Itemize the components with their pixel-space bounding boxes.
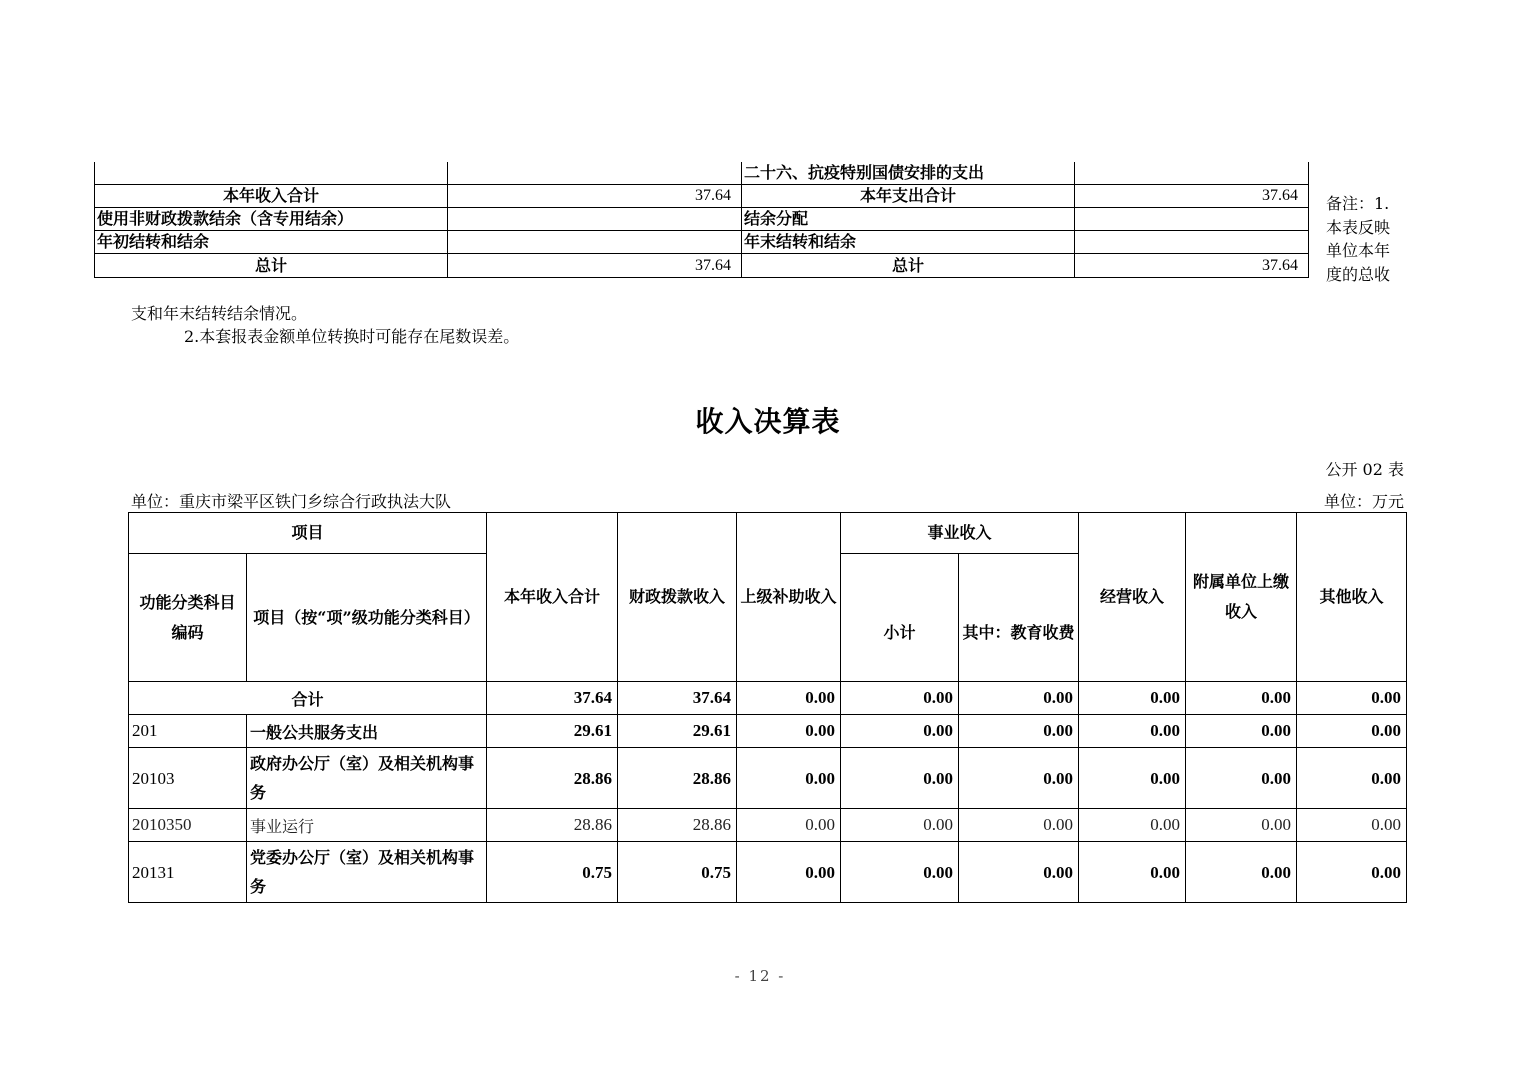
cell-superior: 0.00 <box>737 715 841 748</box>
summary-right-label: 二十六、抗疫特别国债安排的支出 <box>742 162 1075 185</box>
cell-name: 事业运行 <box>247 809 487 842</box>
header-subtotal: 小计 <box>841 554 959 682</box>
summary-left-value <box>448 231 742 254</box>
header-project: 项目 <box>129 513 487 554</box>
cell-total: 28.86 <box>487 809 618 842</box>
summary-right-value: 37.64 <box>1075 254 1309 278</box>
cell-other: 0.00 <box>1297 715 1407 748</box>
cell-total: 28.86 <box>487 748 618 809</box>
summary-right-label: 年末结转和结余 <box>742 231 1075 254</box>
cell-affiliated: 0.00 <box>1186 682 1297 715</box>
cell-affiliated: 0.00 <box>1186 809 1297 842</box>
cell-operating: 0.00 <box>1079 842 1186 903</box>
summary-left-label: 年初结转和结余 <box>95 231 448 254</box>
cell-superior: 0.00 <box>737 842 841 903</box>
table-row <box>129 842 1407 903</box>
table-row <box>129 748 1407 809</box>
summary-left-label <box>95 162 448 185</box>
cell-fiscal: 0.75 <box>618 842 737 903</box>
summary-right-value: 37.64 <box>1075 185 1309 208</box>
summary-left-value <box>448 162 742 185</box>
report-title: 收入决算表 <box>695 405 841 438</box>
header-total: 本年收入合计 <box>487 513 618 682</box>
summary-left-value <box>448 208 742 231</box>
header-career: 事业收入 <box>841 513 1079 554</box>
header-affiliated: 附属单位上缴收入 <box>1186 513 1297 682</box>
cell-operating: 0.00 <box>1079 715 1186 748</box>
cell-name: 党委办公厅（室）及相关机构事务 <box>247 842 487 903</box>
cell-fiscal: 28.86 <box>618 809 737 842</box>
summary-row <box>95 231 1309 254</box>
cell-education: 0.00 <box>959 715 1079 748</box>
sum-label: 合计 <box>129 682 487 715</box>
cell-total: 0.75 <box>487 842 618 903</box>
table-number: 公开 02 表 <box>1325 460 1404 479</box>
cell-operating: 0.00 <box>1079 748 1186 809</box>
header-other: 其他收入 <box>1297 513 1407 682</box>
cell-name: 政府办公厅（室）及相关机构事务 <box>247 748 487 809</box>
header-fiscal: 财政拨款收入 <box>618 513 737 682</box>
header-operating: 经营收入 <box>1079 513 1186 682</box>
summary-left-value: 37.64 <box>448 185 742 208</box>
cell-operating: 0.00 <box>1079 809 1186 842</box>
note-line-1: 支和年末结转结余情况。 <box>131 304 308 323</box>
cell-total: 37.64 <box>487 682 618 715</box>
income-table <box>128 512 1407 903</box>
summary-right-value <box>1075 208 1309 231</box>
cell-affiliated: 0.00 <box>1186 715 1297 748</box>
cell-affiliated: 0.00 <box>1186 842 1297 903</box>
cell-subtotal: 0.00 <box>841 682 959 715</box>
summary-left-label: 使用非财政拨款结余（含专用结余） <box>95 208 448 231</box>
cell-other: 0.00 <box>1297 748 1407 809</box>
cell-code: 201 <box>129 715 247 748</box>
summary-left-label: 本年收入合计 <box>95 185 448 208</box>
summary-left-value: 37.64 <box>448 254 742 278</box>
table-row <box>129 809 1407 842</box>
summary-row <box>95 254 1309 278</box>
cell-code: 20131 <box>129 842 247 903</box>
cell-fiscal: 28.86 <box>618 748 737 809</box>
summary-right-label: 总计 <box>742 254 1075 278</box>
summary-right-value <box>1075 231 1309 254</box>
unit-organization: 单位：重庆市梁平区铁门乡综合行政执法大队 <box>131 492 452 511</box>
header-superior: 上级补助收入 <box>737 513 841 682</box>
header-name: 项目（按“项”级功能分类科目） <box>247 554 487 682</box>
cell-education: 0.00 <box>959 842 1079 903</box>
cell-other: 0.00 <box>1297 842 1407 903</box>
note-side-text: 备注：1.本表反映单位本年度的总收 <box>1326 194 1391 284</box>
header-education: 其中：教育收费 <box>959 554 1079 682</box>
cell-superior: 0.00 <box>737 809 841 842</box>
unit-currency: 单位：万元 <box>1323 492 1404 511</box>
summary-row <box>95 208 1309 231</box>
cell-subtotal: 0.00 <box>841 748 959 809</box>
summary-table <box>94 162 1309 278</box>
note-line-2: 2.本套报表金额单位转换时可能存在尾数误差。 <box>184 327 520 346</box>
summary-left-label: 总计 <box>95 254 448 278</box>
table-row-sum <box>129 682 1407 715</box>
cell-superior: 0.00 <box>737 682 841 715</box>
cell-education: 0.00 <box>959 809 1079 842</box>
cell-fiscal: 37.64 <box>618 682 737 715</box>
cell-superior: 0.00 <box>737 748 841 809</box>
cell-other: 0.00 <box>1297 809 1407 842</box>
header-row <box>129 513 1407 554</box>
header-code: 功能分类科目编码 <box>129 554 247 682</box>
cell-total: 29.61 <box>487 715 618 748</box>
cell-affiliated: 0.00 <box>1186 748 1297 809</box>
cell-education: 0.00 <box>959 682 1079 715</box>
cell-subtotal: 0.00 <box>841 715 959 748</box>
cell-other: 0.00 <box>1297 682 1407 715</box>
cell-operating: 0.00 <box>1079 682 1186 715</box>
page-number: - 12 - <box>734 967 786 985</box>
cell-subtotal: 0.00 <box>841 809 959 842</box>
cell-name: 一般公共服务支出 <box>247 715 487 748</box>
cell-subtotal: 0.00 <box>841 842 959 903</box>
summary-right-value <box>1075 162 1309 185</box>
cell-code: 2010350 <box>129 809 247 842</box>
cell-education: 0.00 <box>959 748 1079 809</box>
summary-right-label: 本年支出合计 <box>742 185 1075 208</box>
table-row <box>129 715 1407 748</box>
summary-right-label: 结余分配 <box>742 208 1075 231</box>
cell-code: 20103 <box>129 748 247 809</box>
cell-fiscal: 29.61 <box>618 715 737 748</box>
summary-row <box>95 185 1309 208</box>
summary-row <box>95 162 1309 185</box>
